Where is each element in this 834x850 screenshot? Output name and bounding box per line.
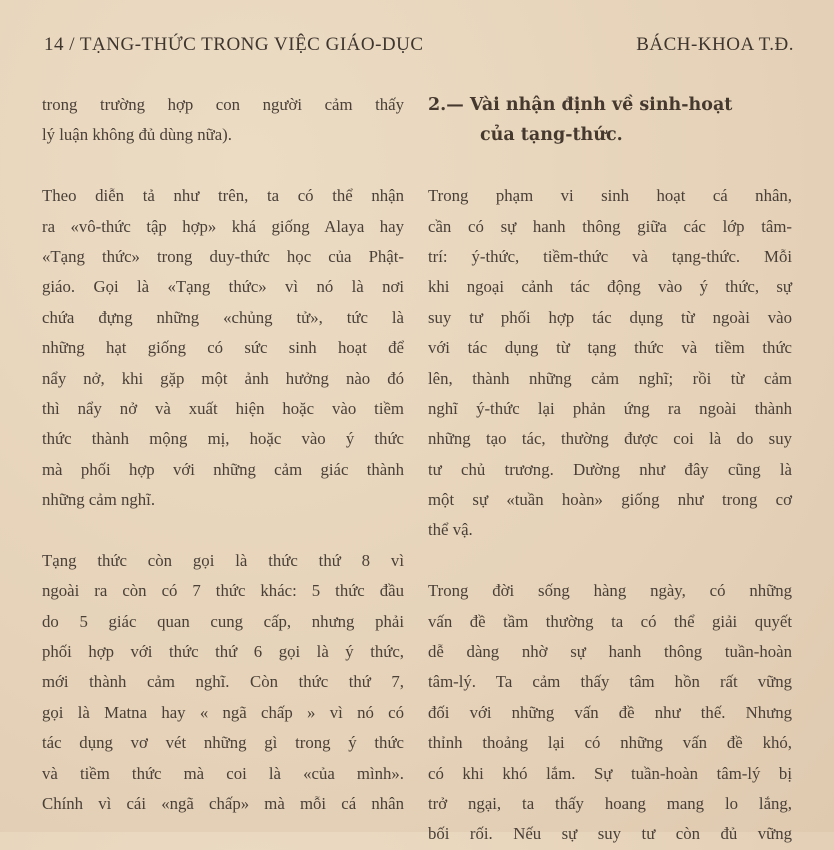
- left-column-text-line: thì nẩy nở và xuất hiện hoặc vào tiềm: [42, 398, 404, 418]
- section-heading-line-2: của tạng-thức.: [480, 125, 623, 146]
- left-column-text-line: do 5 giác quan cung cấp, nhưng phải: [42, 611, 404, 631]
- right-text-column: [428, 90, 792, 850]
- left-column-text-line: chứa đựng những «chủng tử», tức là: [42, 307, 404, 327]
- left-column-text-line: Chính vì cái «ngã chấp» mà mỗi cá nhân: [42, 793, 404, 813]
- left-column-text-line: phối hợp với thức thứ 6 gọi là ý thức,: [42, 642, 404, 662]
- left-column-text-line: những cảm nghĩ.: [42, 490, 156, 510]
- left-column-text-line: mới thành cảm nghĩ. Còn thức thứ 7,: [42, 672, 404, 692]
- right-column-text-line: cần có sự hanh thông giữa các lớp tâm-: [428, 216, 792, 236]
- left-column-text-line: thức thành mộng mị, hoặc vào ý thức: [42, 429, 404, 449]
- right-column-text-line: đối với những vấn đề như thế. Nhưng: [428, 702, 792, 722]
- left-column-text-line: trong trường hợp con người cảm thấy: [42, 95, 404, 114]
- right-column-text-line: Trong đời sống hàng ngày, có những: [428, 581, 792, 601]
- paragraph-break: [428, 546, 792, 576]
- left-column-text-line: Theo diễn tả như trên, ta có thể nhận: [42, 186, 404, 206]
- journal-name: BÁCH-KHOA T.Đ.: [636, 34, 794, 55]
- right-column-text-line: có khi khó lắm. Sự tuần-hoàn tâm-lý bị: [428, 763, 792, 783]
- left-column-text-line: giáo. Gọi là «Tạng thức» vì nó là nơi: [42, 277, 404, 297]
- left-column-text-line: «Tạng thức» trong duy-thức học của Phật-: [42, 246, 404, 266]
- left-column-text-line: gọi là Matna hay « ngã chấp » vì nó có: [42, 702, 404, 722]
- running-title: 14 / TẠNG-THỨC TRONG VIỆC GIÁO-DỤC: [44, 34, 424, 55]
- right-column-text-line: với tác dụng từ tạng thức và tiềm thức: [428, 338, 792, 358]
- right-column-text-line: suy tư phối hợp tác dụng từ ngoài vào: [428, 307, 792, 327]
- right-column-text-line: tư chủ trương. Dường như đây cũng là: [428, 459, 792, 479]
- right-column-text-line: trí: ý-thức, tiềm-thức và tạng-thức. Mỗi: [428, 246, 792, 266]
- right-column-text-line: bối rối. Nếu sự suy tư còn đủ vững: [428, 824, 792, 844]
- left-column-text-line: ra «vô-thức tập hợp» khá giống Alaya hay: [42, 216, 404, 236]
- right-column-text-line: trở ngại, ta thấy hoang mang lo lắng,: [428, 793, 792, 813]
- right-column-text-line: thỉnh thoảng lại có những vấn đề khó,: [428, 733, 792, 753]
- section-heading: [428, 90, 792, 151]
- paragraph-break: [428, 151, 792, 181]
- right-column-text-line: lên, thành những cảm nghĩ; rồi từ cảm: [428, 368, 792, 388]
- paragraph-break: [42, 515, 404, 545]
- right-column-text-line: dễ dàng nhờ sự hanh thông tuần-hoàn: [428, 642, 792, 662]
- left-text-column: [42, 90, 404, 819]
- right-column-text-line: Trong phạm vi sinh hoạt cá nhân,: [428, 186, 792, 206]
- left-column-text-line: ngoài ra còn có 7 thức khác: 5 thức đầu: [42, 581, 404, 601]
- paragraph-break: [42, 151, 404, 181]
- left-column-text-line: mà phối hợp với những cảm giác thành: [42, 459, 404, 479]
- left-column-text-line: lý luận không đủ dùng nữa).: [42, 125, 232, 145]
- right-column-text-line: nghĩ ý-thức lại phản ứng ra ngoài thành: [428, 398, 792, 418]
- left-column-text-line: tác dụng vơ vét những gì trong ý thức: [42, 733, 404, 753]
- right-column-text-line: những tạo tác, thường được coi là do suy: [428, 429, 792, 449]
- left-column-text-line: những hạt giống có sức sinh hoạt để: [42, 338, 404, 358]
- left-column-text-line: và tiềm thức mà coi là «của mình».: [42, 763, 404, 783]
- right-column-body: [428, 151, 792, 850]
- left-column-text-line: nẩy nở, khi gặp một ảnh hưởng nào đó: [42, 368, 404, 388]
- right-column-text-line: vấn đề tầm thường ta có thể giải quyết: [428, 611, 792, 631]
- left-column-text-line: Tạng thức còn gọi là thức thứ 8 vì: [42, 550, 404, 570]
- right-column-text-line: khi ngoại cảnh tác động vào ý thức, sự: [428, 277, 792, 297]
- section-heading-line-1: 2.— Vài nhận định về sinh-hoạt: [428, 95, 733, 115]
- right-column-text-line: thể vậ.: [428, 520, 473, 540]
- right-column-text-line: một sự «tuần hoàn» giống như trong cơ: [428, 490, 792, 510]
- page-header: [44, 34, 794, 62]
- right-column-text-line: tâm-lý. Ta cảm thấy tâm hồn rất vững: [428, 672, 792, 692]
